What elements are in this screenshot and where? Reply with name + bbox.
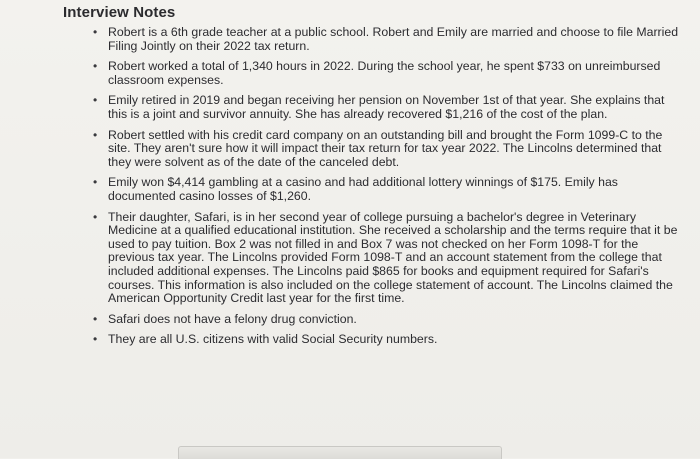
list-item (93, 94, 683, 121)
notes-list (93, 26, 683, 354)
bullet-icon: • (93, 127, 98, 142)
list-item (93, 26, 683, 53)
list-item (93, 333, 683, 347)
bullet-icon: • (93, 175, 98, 190)
note-text: Their daughter, Safari, is in her second year of college pursuing a bachelor's degree in Veterinary Medicine at a qualified educational institution. She received a scholarship and the terms require that it be used to pay tuition. Box 2 was not filled in and Box 7 was not checked on her Form 1098-T for the previous tax year. The Lincolns provided Form 1098-T and an account statement from the college that included additional expenses. The Lincolns paid $865 for books and equipment required for Safari's courses. This information is also included on the college statement of account. The Lincolns claimed the American Opportunity Credit last year for the first time. (108, 209, 678, 306)
page-title: Interview Notes (63, 4, 176, 21)
note-text: Robert worked a total of 1,340 hours in 2022. During the school year, he spent $733 on unreimbursed classroom expenses. (108, 59, 661, 87)
list-item (93, 60, 683, 87)
note-text: Safari does not have a felony drug conviction. (108, 311, 357, 326)
bullet-icon: • (93, 209, 98, 224)
list-item (93, 211, 683, 306)
bullet-icon: • (93, 59, 98, 74)
note-text: Robert is a 6th grade teacher at a public school. Robert and Emily are married and choose to file Married Filing Jointly on their 2022 tax return. (108, 25, 679, 53)
note-text: Emily retired in 2019 and began receiving her pension on November 1st of that year. She explains that this is a joint and survivor annuity. She has already recovered $1,216 of the cost of the plan. (108, 93, 665, 121)
note-text: Emily won $4,414 gambling at a casino and had additional lottery winnings of $175. Emily has documented casino losses of $1,260. (108, 175, 618, 203)
partial-button-edge[interactable] (178, 446, 502, 459)
note-text: They are all U.S. citizens with valid Social Security numbers. (108, 332, 438, 347)
list-item (93, 129, 683, 170)
list-item (93, 176, 683, 203)
note-text: Robert settled with his credit card company on an outstanding bill and brought the Form 1099-C to the site. They aren't sure how it will impact their tax return for tax year 2022. The Lincolns determined that they were solvent as of the date of the canceled debt. (108, 127, 663, 169)
bullet-icon: • (93, 25, 98, 39)
bullet-icon: • (93, 311, 98, 326)
list-item (93, 313, 683, 327)
bullet-icon: • (93, 332, 98, 347)
bullet-icon: • (93, 93, 98, 108)
